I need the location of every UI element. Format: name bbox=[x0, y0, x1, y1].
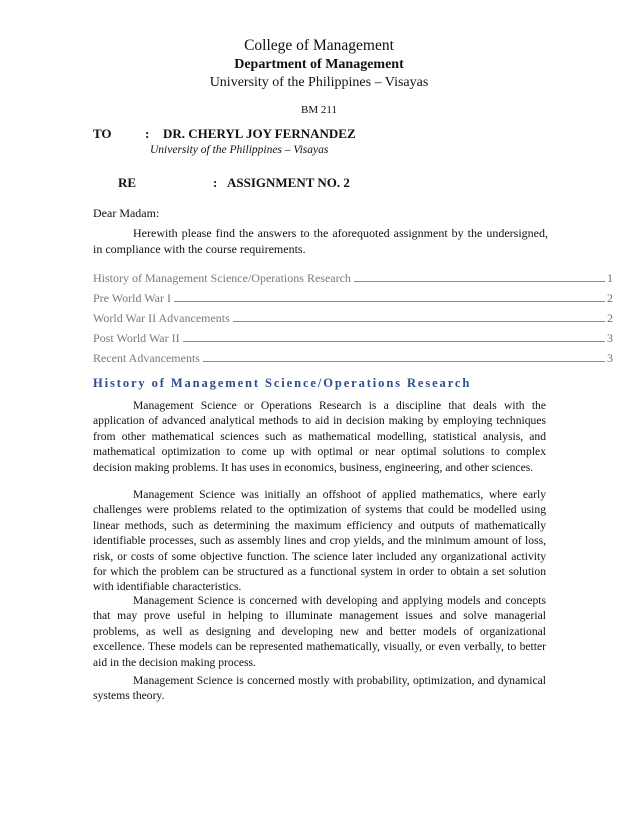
toc-leader bbox=[203, 351, 605, 362]
intro-paragraph: Herewith please find the answers to the aforequoted assignment by the undersigned, in compliance with the course requirements. bbox=[93, 226, 548, 256]
re-label: RE bbox=[118, 175, 137, 190]
university-name: University of the Philippines – Visayas bbox=[209, 75, 429, 90]
toc-entry-page: 3 bbox=[607, 331, 613, 345]
to-label: TO bbox=[93, 126, 112, 141]
body-paragraph: Management Science is concerned mostly with probability, optimization, and dynamical systems theory. bbox=[93, 674, 546, 703]
re-subject: ASSIGNMENT NO. 2 bbox=[227, 175, 350, 190]
toc-entry-title: Pre World War I bbox=[93, 291, 171, 305]
toc-entry-title: Post World War II bbox=[93, 331, 180, 345]
recipient-institution: University of the Philippines – Visayas bbox=[150, 144, 329, 156]
toc-entry-title: World War II Advancements bbox=[93, 311, 230, 325]
to-colon: : bbox=[145, 126, 150, 141]
toc-entry[interactable] bbox=[93, 271, 613, 286]
toc-entry[interactable] bbox=[93, 351, 613, 366]
toc-entry-page: 3 bbox=[607, 351, 613, 365]
toc-entry[interactable] bbox=[93, 311, 613, 326]
toc-entry-title: History of Management Science/Operations Research bbox=[93, 271, 351, 285]
toc-entry-title: Recent Advancements bbox=[93, 351, 200, 365]
re-colon: : bbox=[213, 175, 218, 190]
recipient-name: DR. CHERYL JOY FERNANDEZ bbox=[163, 126, 356, 141]
toc-entry-page: 2 bbox=[607, 291, 613, 305]
course-code: BM 211 bbox=[301, 104, 337, 116]
section-heading: History of Management Science/Operations Research bbox=[93, 376, 472, 390]
body-paragraph: Management Science or Operations Research is a discipline that deals with the application of advanced analytical methods to aid in decision making by employing techniques from other mathematical sciences such as mathematical modelling, statistical analysis, and mathematical optimization to come up with optimal or near optimal solutions to complex decision making problems. It has uses in economics, business, engineering, and other sciences. bbox=[93, 399, 546, 474]
department-name: Department of Management bbox=[234, 57, 404, 72]
body-paragraph: Management Science was initially an offshoot of applied mathematics, where early challenges were problems related to the optimization of systems that could be modelled using linear methods, such as determining the maximum efficiency and outputs of mathematically identifiable processes, such as assembly lines and crop yields, and the minimum amount of loss, risk, or costs of some objective function. The science later included any organizational activity for which the problem can be structured as a functional system in order to obtain a set solution with identifiable characteristics. bbox=[93, 488, 546, 594]
college-name: College of Management bbox=[244, 37, 394, 54]
body-paragraph: Management Science is concerned with developing and applying models and concepts that may prove useful in helping to illuminate management issues and solve managerial problems, as well as designing and developing new and better models of organizational excellence. These models can be represented mathematically, visually, or even verbally, to better aid in the decision making process. bbox=[93, 594, 546, 669]
toc-leader bbox=[354, 271, 605, 282]
salutation: Dear Madam: bbox=[93, 206, 160, 220]
toc-entry-page: 1 bbox=[607, 271, 613, 285]
toc-leader bbox=[183, 331, 605, 342]
toc-entry[interactable] bbox=[93, 291, 613, 306]
toc-entry-page: 2 bbox=[607, 311, 613, 325]
toc-leader bbox=[233, 311, 605, 322]
toc-entry[interactable] bbox=[93, 331, 613, 346]
toc-leader bbox=[174, 291, 605, 302]
